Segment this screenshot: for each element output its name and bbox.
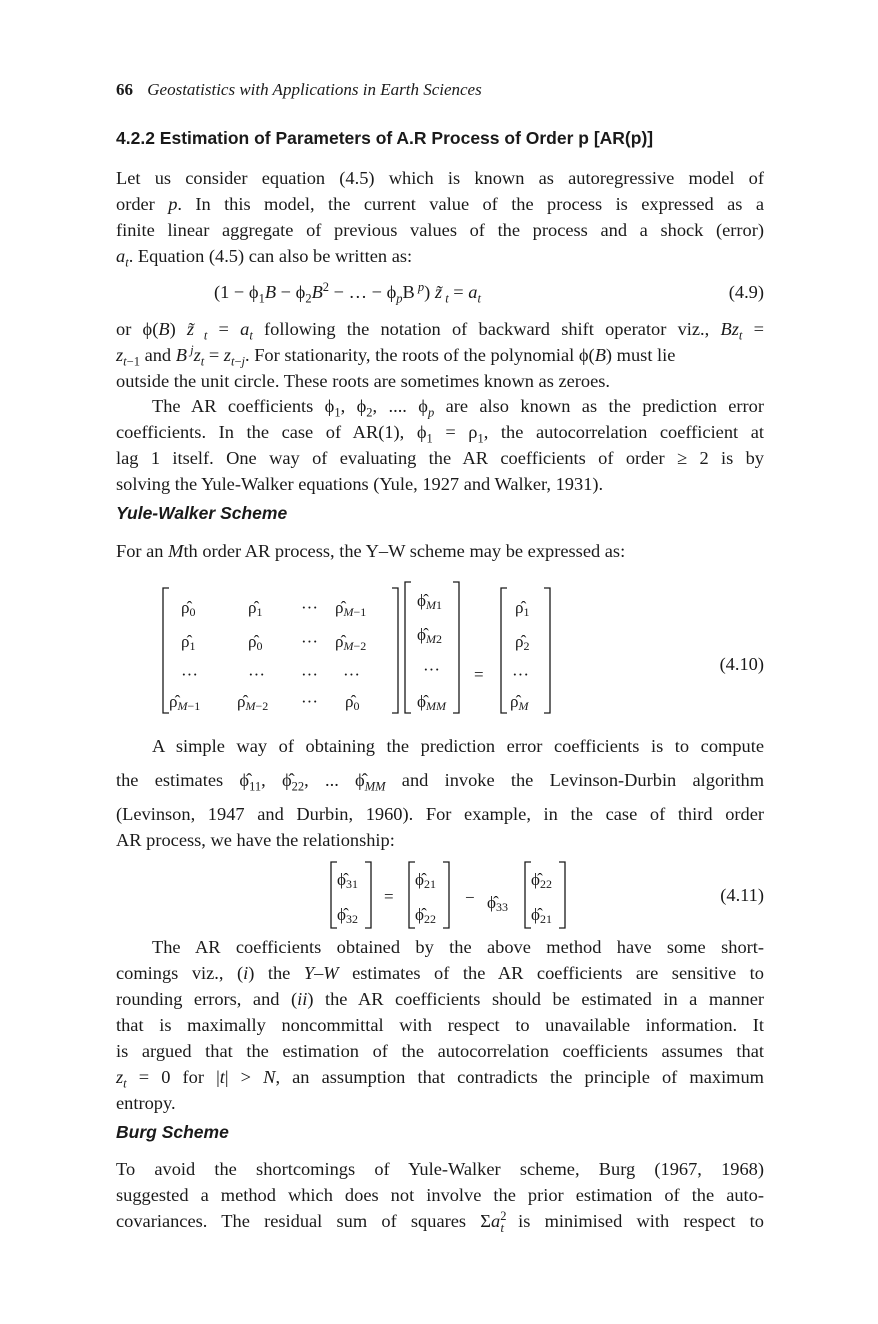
svg-text:···: ···	[301, 632, 318, 651]
text-line: finite linear aggregate of previous values of the process and a shock (error)	[116, 220, 764, 240]
svg-text:ρ̂M−1: ρ̂M−1	[169, 692, 201, 713]
svg-text:ϕ̂21: ϕ̂21	[531, 905, 552, 926]
svg-text:···: ···	[248, 665, 265, 684]
equation-4-9: ($1 - \phi_1B - \phi_2B^2$ − … − $\phi_pB$ $^p$) z̃ $_t = a_t$	[214, 279, 481, 306]
paragraph-burg	[116, 1156, 764, 1234]
paragraph-backshift	[116, 316, 764, 394]
text-line: order p. In this model, the current value of the process is expressed as a	[116, 194, 764, 214]
equation-number: (4.11)	[720, 885, 764, 905]
svg-text:ρ̂1: ρ̂1	[515, 598, 530, 619]
svg-text:ρ̂1: ρ̂1	[181, 632, 196, 653]
text-line: the estimates $\phî_{11}$, $\phî_{22}$, ... $\phî_{MM}$ and invoke the Levinson-Durbin algorithm	[116, 770, 764, 794]
paragraph-intro	[116, 165, 764, 269]
paragraph-ar-coefficients	[116, 393, 764, 497]
svg-text:ϕ̂32: ϕ̂32	[337, 905, 358, 926]
svg-text:=: =	[474, 665, 484, 684]
text-line: (Levinson, 1947 and Durbin, 1960). For example, in the case of third order	[116, 804, 764, 824]
svg-text:ϕ̂22: ϕ̂22	[531, 870, 552, 891]
subheading-burg: Burg Scheme	[116, 1122, 229, 1142]
svg-text:···: ···	[181, 665, 198, 684]
svg-text:ρ̂2: ρ̂2	[515, 632, 530, 653]
svg-text:ρ̂0: ρ̂0	[345, 692, 360, 713]
page-number: 66	[116, 80, 133, 99]
svg-text:ϕ̂MM: ϕ̂MM	[417, 692, 446, 713]
svg-text:ρ̂1: ρ̂1	[248, 598, 263, 619]
svg-text:ρ̂M−1: ρ̂M−1	[335, 598, 367, 619]
book-title: Geostatistics with Applications in Earth Sciences	[147, 80, 482, 99]
text-line: $a_t$. Equation (4.5) can also be written as:	[116, 246, 413, 270]
svg-text:···: ···	[423, 660, 440, 679]
text-line: The AR coefficients obtained by the above method have some short-	[152, 937, 764, 957]
svg-text:ρ̂0: ρ̂0	[248, 632, 263, 653]
text-line: For an Mth order AR process, the Y–W scheme may be expressed as:	[116, 541, 626, 561]
svg-text:=: =	[384, 887, 394, 906]
running-header	[116, 80, 482, 100]
svg-text:ϕ̂22: ϕ̂22	[415, 905, 436, 926]
text-line: Let us consider equation (4.5) which is known as autoregressive model of	[116, 168, 764, 188]
text-line: To avoid the shortcomings of Yule-Walker scheme, Burg (1967, 1968)	[116, 1159, 764, 1179]
paragraph-yw-scheme	[116, 538, 764, 564]
subheading-yule-walker: Yule-Walker Scheme	[116, 503, 288, 523]
text-line: covariances. The residual sum of squares $\Sigma a^2_t$ is minimised with respect to	[116, 1208, 764, 1235]
svg-text:ρ̂M: ρ̂M	[510, 692, 529, 713]
svg-text:···: ···	[301, 665, 318, 684]
text-line: coefficients. In the case of AR(1), $\phi_1 = \rho_1$, the autocorrelation coefficient at	[116, 422, 765, 446]
text-line: suggested a method which does not involve the prior estimation of the auto-	[116, 1185, 764, 1205]
text-line: lag 1 itself. One way of evaluating the AR coefficients of order ≥ 2 is by	[116, 448, 764, 468]
text-line: $z_{t-1}$ and B $^jz_t = z_{t-j}$. For stationarity, the roots of the polynomial ϕ(B) must lie	[116, 342, 676, 369]
svg-text:···: ···	[343, 665, 360, 684]
svg-text:ϕ̂33: ϕ̂33	[487, 893, 508, 914]
paragraph-shortcomings	[116, 934, 764, 1116]
text-line: entropy.	[116, 1093, 176, 1113]
svg-text:ϕ̂M2: ϕ̂M2	[417, 625, 442, 646]
svg-text:···: ···	[301, 692, 318, 711]
svg-text:ρ̂M−2: ρ̂M−2	[335, 632, 367, 653]
svg-text:ϕ̂M1: ϕ̂M1	[417, 591, 442, 612]
svg-text:ϕ̂21: ϕ̂21	[415, 870, 436, 891]
text-line: comings viz., (i) the Y–W estimates of the AR coefficients are sensitive to	[116, 963, 764, 983]
text-line: $z_t = 0$ for |t| > N, an assumption that contradicts the principle of maximum	[116, 1067, 764, 1091]
equation-number: (4.10)	[719, 654, 764, 674]
text-line: or ϕ(B) z̃ $_t = a_t$ following the notation of backward shift operator viz., $Bz_t$ =	[116, 319, 764, 343]
text-line: outside the unit circle. These roots are sometimes known as zeroes.	[116, 371, 611, 391]
text-line: A simple way of obtaining the prediction error coefficients is to compute	[152, 736, 764, 756]
text-line: solving the Yule-Walker equations (Yule, 1927 and Walker, 1931).	[116, 474, 604, 494]
svg-text:···: ···	[301, 598, 318, 617]
text-line: AR process, we have the relationship:	[116, 830, 395, 850]
svg-text:···: ···	[512, 665, 529, 684]
svg-text:−: −	[465, 888, 475, 907]
text-line: rounding errors, and (ii) the AR coefficients should be estimated in a manner	[116, 989, 764, 1009]
equation-number: (4.9)	[728, 282, 764, 302]
text-line: The AR coefficients $\phi_1$, $\phi_2$, .... $\phi_p$ are also known as the prediction error	[152, 396, 764, 420]
section-heading: 4.2.2 Estimation of Parameters of A.R Process of Order p [AR(p)]	[116, 128, 654, 148]
equation-4-11	[325, 856, 585, 932]
paragraph-levinson	[116, 733, 764, 853]
equation-4-10	[155, 580, 575, 720]
svg-text:ρ̂M−2: ρ̂M−2	[237, 692, 269, 713]
text-line: that is maximally noncommittal with respect to unavailable information. It	[116, 1015, 764, 1035]
text-line: is argued that the estimation of the autocorrelation coefficients assumes that	[116, 1041, 764, 1061]
svg-text:ϕ̂31: ϕ̂31	[337, 870, 358, 891]
svg-text:ρ̂0: ρ̂0	[181, 598, 196, 619]
